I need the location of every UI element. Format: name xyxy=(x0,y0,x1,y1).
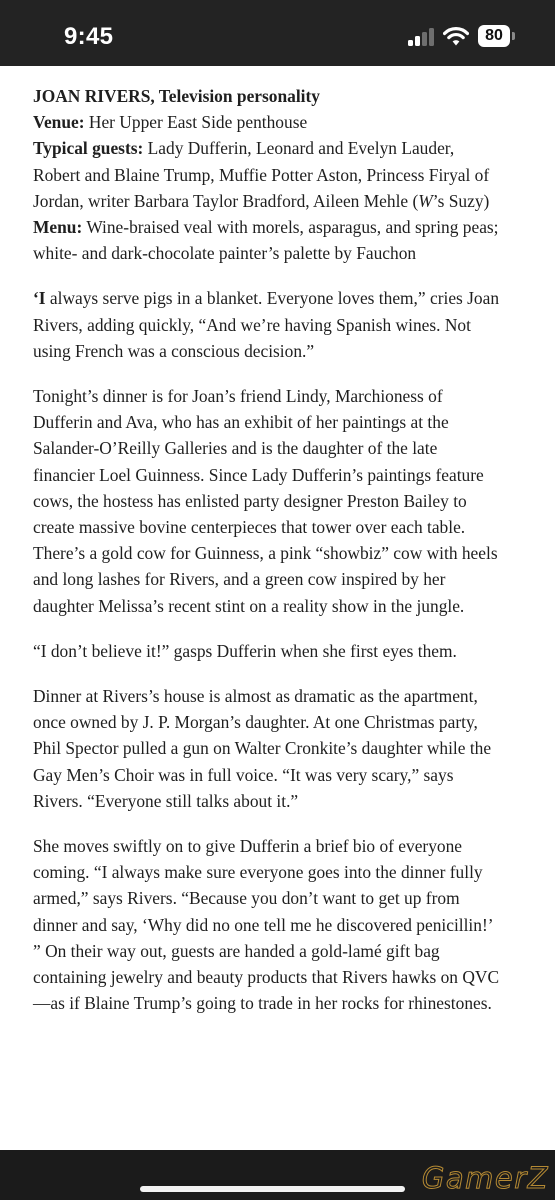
menu-value: Wine-braised veal with morels, asparagus, and spring peas; white- and dark-chocolate painter’s palette by Fauchon xyxy=(33,217,499,264)
article-body xyxy=(33,83,503,1017)
wifi-icon xyxy=(443,25,469,47)
venue-value: Her Upper East Side penthouse xyxy=(84,112,308,133)
host-name: JOAN RIVERS, Television personality xyxy=(33,86,320,106)
signal-icon xyxy=(408,28,436,46)
paragraph-quote: “I don’t believe it!” gasps Dufferin when she first eyes them. xyxy=(33,640,457,661)
guests-value-italic: W xyxy=(418,190,433,211)
venue-label: Venue: xyxy=(33,112,85,133)
bottom-bar xyxy=(0,1150,555,1200)
paragraph-house: Dinner at Rivers’s house is almost as dramatic as the apartment, once owned by J. P. Morgan’s daughter. At one Christmas party, Phil Spector pulled a gun on Walter Cronkite’s daughter while the Gay Men’s Choir was in full voice. “It was very scary,” says Rivers. “Everyone still talks about it.” xyxy=(33,686,492,811)
watermark-logo: GamerZ xyxy=(421,1161,549,1195)
guests-value-end: ’s Suzy) xyxy=(432,190,490,211)
lead-paragraph xyxy=(33,285,503,364)
guests-value: Lady Dufferin, Leonard and Evelyn Lauder, Robert and Blaine Trump, Muffie Potter Aston, Princess Firyal of Jordan, writer Barbara Taylor Bradford, Aileen Mehle ( xyxy=(33,138,490,211)
home-indicator[interactable] xyxy=(140,1186,405,1192)
battery-level: 80 xyxy=(478,25,510,47)
lead-dropcap: ‘I xyxy=(33,288,46,309)
paragraph-bio: She moves swiftly on to give Dufferin a brief bio of everyone coming. “I always make sure everyone goes into the dinner fully armed,” says Rivers. “Because you don’t want to get up from dinner and say, ‘Why did no one tell me he discovered penicillin!’ ” On their way out, guests are handed a gold-lamé gift bag containing jewelry and beauty products that Rivers hawks on QVC—as if Blaine Trump’s going to trade in her rocks for rhinestones. xyxy=(33,836,500,1014)
guests-label: Typical guests: xyxy=(33,138,144,159)
article-info-block xyxy=(33,83,503,266)
lead-text: always serve pigs in a blanket. Everyone loves them,” cries Joan Rivers, adding quickly, “And we’re having Spanish wines. Not using French was a conscious decision.” xyxy=(33,288,500,361)
paragraph-dinner: Tonight’s dinner is for Joan’s friend Lindy, Marchioness of Dufferin and Ava, who has an exhibit of her paintings at the Salander-O’Reilly Galleries and is the daughter of the late financier Loel Guinness. Since Lady Dufferin’s paintings feature cows, the hostess has enlisted party designer Preston Bailey to create massive bovine centerpieces that tower over each table. There’s a gold cow for Guinness, a pink “showbiz” cow with heels and long lashes for Rivers, and a green cow inspired by her daughter Melissa’s recent stint on a reality show in the jungle. xyxy=(33,386,498,616)
battery-icon xyxy=(478,25,515,47)
status-bar xyxy=(0,0,555,66)
status-time: 9:45 xyxy=(64,23,114,50)
article-page[interactable] xyxy=(0,66,555,1150)
menu-label: Menu: xyxy=(33,217,83,238)
